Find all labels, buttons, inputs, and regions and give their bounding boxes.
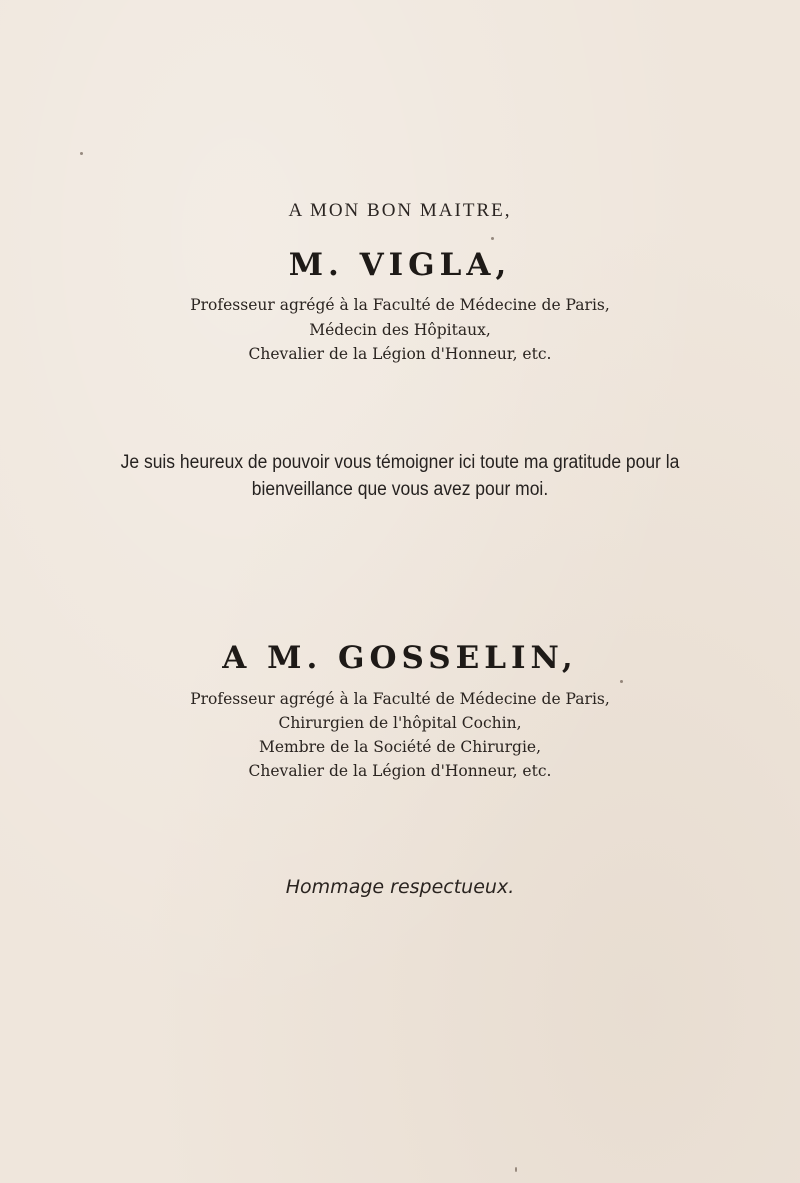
vigla-title-line: Professeur agrégé à la Faculté de Médecine de Paris, xyxy=(190,296,610,314)
gratitude-message-line: bienveillance que vous avez pour moi. xyxy=(251,479,549,500)
gosselin-title-line: Membre de la Société de Chirurgie, xyxy=(258,738,541,756)
paper-speck xyxy=(491,237,494,240)
gosselin-title-line: Professeur agrégé à la Faculté de Médecine de Paris, xyxy=(190,690,610,708)
gosselin-title-line: Chirurgien de l'hôpital Cochin, xyxy=(278,714,522,732)
vigla-title-line: Chevalier de la Légion d'Honneur, etc. xyxy=(248,345,552,363)
gratitude-message-line: Je suis heureux de pouvoir vous témoigner ici toute ma gratitude pour la xyxy=(120,452,680,473)
closing-hommage: Hommage respectueux. xyxy=(285,876,515,898)
vigla-title-line: Médecin des Hôpitaux, xyxy=(309,321,491,339)
gosselin-title-line: Chevalier de la Légion d'Honneur, etc. xyxy=(248,762,552,780)
dedicatee-name-vigla: M. VIGLA, xyxy=(288,247,512,283)
dedication-heading: A MON BON MAITRE, xyxy=(288,200,512,221)
dedicatee-name-gosselin: A M. GOSSELIN, xyxy=(222,640,578,676)
paper-speck xyxy=(620,680,623,683)
paper-speck xyxy=(515,1167,517,1172)
paper-speck xyxy=(80,152,83,155)
